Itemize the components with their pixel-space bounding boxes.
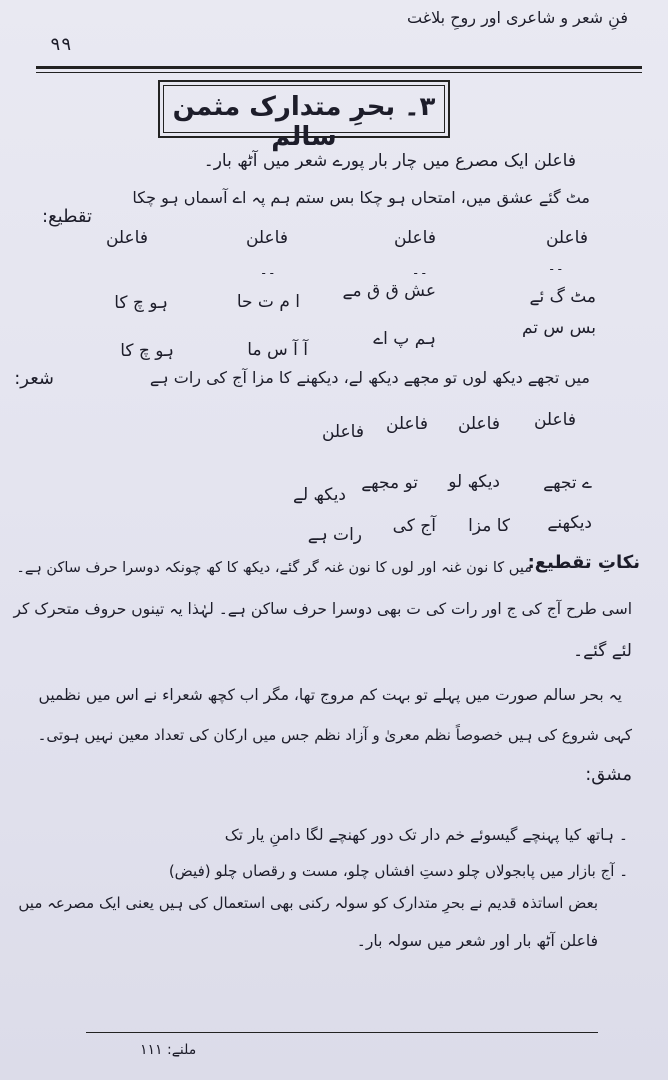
example1-syllable-1b: بس س تم	[521, 318, 596, 338]
example2-label: شعر:	[14, 368, 54, 389]
example2-syllable-3a: تو مجھے	[361, 473, 418, 493]
example1-foot-2: فاعلن	[393, 228, 436, 248]
scansion-mark-2: - -	[413, 266, 426, 280]
section-title-box	[158, 80, 450, 152]
exercise-line-4: فاعلن آٹھ بار اور شعر میں سولہ بار۔	[356, 932, 598, 950]
scansion-mark-1: - -	[549, 262, 562, 276]
example1-syllable-3a: ا م ت حا	[236, 292, 300, 312]
example1-foot-3: فاعلن	[245, 228, 288, 248]
paragraph-line-1: یہ بحر سالم صورت میں پہلے تو بہت کم مروج تھا، مگر اب کچھ شعراء نے اس میں نظمیں	[38, 686, 622, 704]
example1-syllable-2b: ہم پ اے	[373, 329, 436, 349]
exercise-label: مشق:	[585, 764, 632, 785]
section-title: ۳۔ بحرِ متدارک مثمن سالم	[172, 92, 436, 152]
notes-line-3: لئے گئے۔	[573, 641, 632, 661]
running-header-title: فنِ شعر و شاعری اور روحِ بلاغت	[407, 8, 628, 27]
example1-syllable-4a: ہو چ کا	[114, 293, 168, 313]
notes-line-2: اسی طرح آج کی ج اور رات کی ت بھی دوسرا حرف ساکن ہے۔ لہٰذا یہ تینوں حروف متحرک کر	[13, 600, 632, 618]
example2-foot-2: فاعلن	[457, 414, 500, 434]
header-rule-thin	[36, 72, 642, 73]
example1-syllable-4b: ہو چ کا	[120, 341, 174, 361]
example1-syllable-1a: مٹ گ ئے	[529, 287, 596, 307]
example2-verse: میں تجھے دیکھ لوں تو مجھے دیکھ لے، دیکھنے کا مزا آج کی رات ہے	[149, 368, 590, 387]
example2-syllable-4a: دیکھ لے	[293, 485, 346, 505]
exercise-item-2: ۔ آج بازار میں پابجولاں چلو دستِ افشاں چلو، مست و رقصاں چلو (فیض)	[168, 862, 628, 880]
example1-syllable-2a: عش ق ق مے	[342, 281, 436, 301]
paragraph-line-2: کہی شروع کی ہیں خصوصاً نظم معریٰ و آزاد نظم جس میں ارکان کی تعداد معین نہیں ہوتی۔	[37, 726, 632, 744]
footer-note: ملنے: ۱۱۱	[140, 1042, 197, 1058]
example2-syllable-1a: ے تجھے	[543, 473, 592, 493]
example2-foot-3: فاعلن	[385, 414, 428, 434]
page-number: ۹۹	[50, 34, 72, 55]
exercise-line-3: بعض اساتذہ قدیم نے بحرِ متدارک کو سولہ رکنی بھی استعمال کی ہیں یعنی ایک مصرعہ میں	[18, 894, 598, 912]
example2-foot-1: فاعلن	[533, 410, 576, 430]
example1-verse: مٹ گئے عشق میں، امتحاں ہو چکا بس ستم ہم پہ اے آسماں ہو چکا	[132, 188, 590, 207]
example1-foot-4: فاعلن	[105, 228, 148, 248]
footer-rule	[86, 1032, 598, 1033]
scansion-mark-3: - -	[261, 266, 274, 280]
example1-foot-1: فاعلن	[545, 228, 588, 248]
example2-syllable-1b: دیکھنے	[547, 513, 592, 533]
exercise-item-1: ۔ ہاتھ کیا پہنچے گیسوئے خم دار تک دور کھنچے لگا دامنِ یار تک	[224, 826, 628, 844]
example2-syllable-3b: آج کی	[392, 516, 436, 536]
notes-label: نکاتِ تقطیع:	[527, 552, 640, 573]
intro-line: فاعلن ایک مصرع میں چار بار پورے شعر میں آٹھ بار۔	[203, 151, 576, 171]
notes-line-1: میں کا نون غنہ اور لوں کا نون غنہ گر گئے، دیکھ کا کھ چونکہ دوسرا حرف ساکن ہے۔	[16, 560, 532, 576]
example2-foot-4: فاعلن	[321, 422, 364, 442]
example2-syllable-2b: کا مزا	[468, 516, 510, 536]
example2-syllable-4b: رات ہے	[307, 525, 362, 545]
example2-syllable-2a: دیکھ لو	[448, 472, 500, 492]
example1-taqti-label: تقطیع:	[42, 206, 92, 227]
header-rule-thick	[36, 66, 642, 69]
example1-syllable-3b: آ آ س ما	[247, 340, 308, 360]
